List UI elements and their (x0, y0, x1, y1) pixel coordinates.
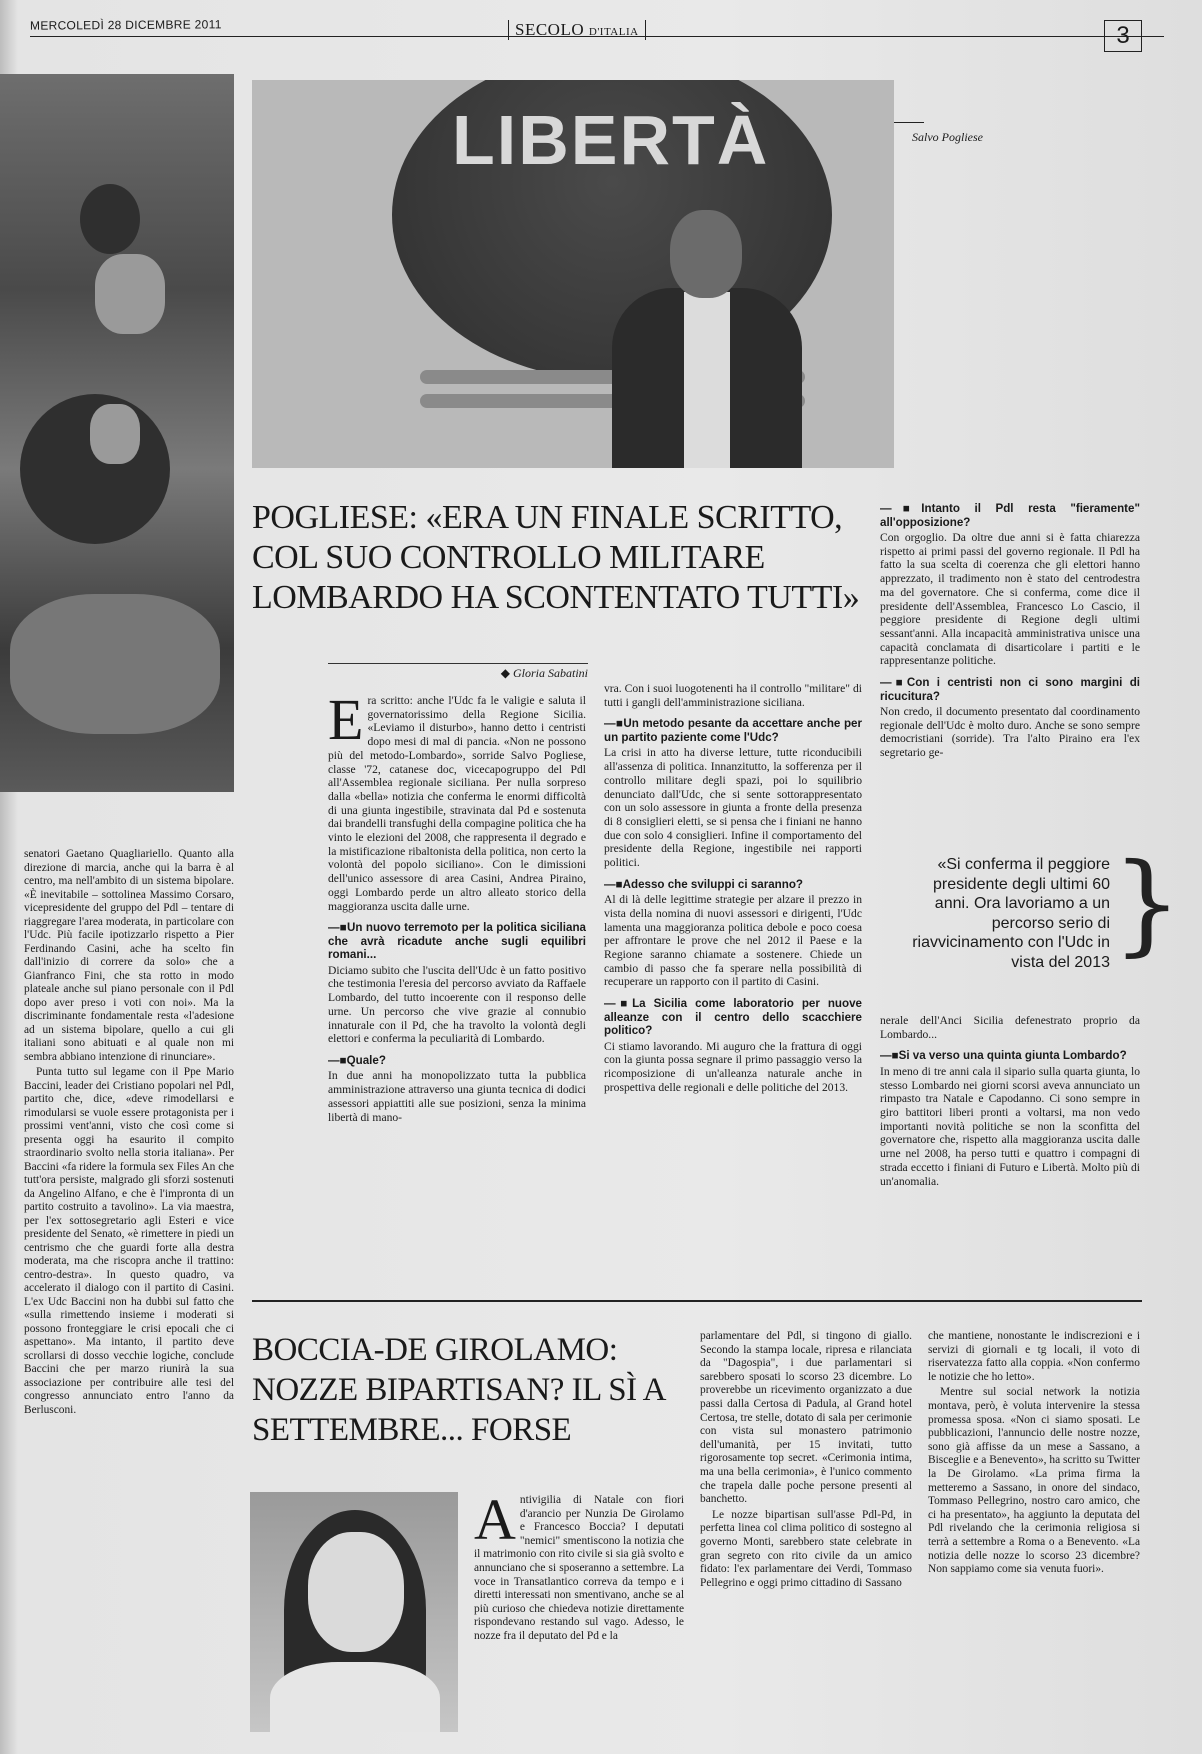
left-article-column (24, 848, 234, 1419)
interview-answer: La crisi in atto ha diverse letture, tutte riconducibili all'assenza di politica. Innanzitutto, la sofferenza per il controllo militare degli spazi, poi lo squilibrio denunciato dall'Udc, che si sente sottorappresentato con un solo assessore in giunta a fronte della presenza di 8 consiglieri eletti, se si pensa che i finiani ne hanno due con solo 4 consiglieri. Infine il comportamento del presidente della Regione, ingestibile nei rapporti politici. (604, 746, 862, 870)
issue-date: MERCOLEDÌ 28 DICEMBRE 2011 (29, 17, 222, 33)
article-column-3-cont (880, 1014, 1140, 1190)
article-column-1 (328, 687, 586, 1126)
section-divider (252, 1300, 1142, 1302)
pull-quote-brace: } (1112, 839, 1182, 967)
drop-cap: A (474, 1487, 516, 1552)
interview-question: —■ Un metodo pesante da accettare anche per un partito paziente come l'Udc? (604, 717, 862, 744)
speaker-figure (612, 210, 802, 468)
interview-question: —■ Si va verso una quinta giunta Lombardo? (880, 1049, 1140, 1063)
photo-table (10, 594, 220, 734)
article2-column-2 (700, 1330, 912, 1592)
interview-question: —■ Intanto il Pdl resta "fieramente" all'opposizione? (880, 502, 1140, 529)
interview-question: —■ Un nuovo terremoto per la politica siciliana che avrà ricadute anche sugli equilibri romani... (328, 921, 586, 962)
article-column-3 (880, 502, 1140, 762)
drop-cap: E (328, 687, 364, 752)
article-byline: ◆ Gloria Sabatini (328, 663, 588, 681)
interview-question: —■ Quale? (328, 1054, 586, 1068)
photo-caption: Salvo Pogliese (912, 130, 983, 144)
article-paragraph (328, 687, 586, 913)
speaker-shirt (684, 292, 730, 468)
article-paragraph (474, 1487, 684, 1644)
article-column-2 (604, 682, 862, 1096)
left-photo (0, 74, 234, 792)
article-paragraph: parlamentare del Pdl, si tingono di giallo. Secondo la stampa locale, ripresa e rilanciata da "Dagospia", i due parlamentari si sarebbero sposati lo scorso 23 dicembre. Lo proverebbe un ricevimento organizzato a due passi dalla Certosa di Padula, al Grand hotel Certosa, tre stelle, dotato di sala per cerimonie con vista sul monastero patrimonio dell'umanità, per 15 invitati, tutto rigorosamente top secret. «Cerimonia intima, ma una bella cerimonia», è l'unico commento che trapela dalle poche persone presenti al banchetto. (700, 1330, 912, 1506)
masthead-name: SECOLO (515, 20, 585, 39)
interview-question: —■ Adesso che sviluppi ci saranno? (604, 878, 862, 892)
pull-quote: «Si conferma il peggiore presidente degli ultimi 60 anni. Ora lavoriamo a un percorso serio di riavvicinamento con l'Udc in vista del 2013 (912, 856, 1110, 971)
article-paragraph: Le nozze bipartisan sull'asse Pdl-Pd, in perfetta linea col clima politico di sostegno al governo Monti, sarebbero state celebrate in gran segreto con rito civile da un amico fidato: l'ex parlamentare dei Verdi, Tommaso Pellegrino e oggi primo cittadino di Sassano (700, 1508, 912, 1589)
interview-answer: In due anni ha monopolizzato tutta la pubblica amministrazione attraverso una giunta tecnica di dodici assessori appiattiti alle sue posizioni, senza la minima libertà di mano- (328, 1069, 586, 1124)
paragraph-text: ra scritto: anche l'Udc fa le valigie e saluta il governatorissimo della Regione Sicilia. «Leviamo il disturbo», hanno detto i centristi dopo mesi di mal di pancia. «Non ne possono più del metodo-Lombardo», sorride Salvo Pogliese, classe '72, catanese doc, vicecapogruppo del Pdl all'Assemblea regionale siciliana. Per nulla sorpreso dalla «bella» notizia che conferma le enormi difficoltà di una giunta ingestibile, stravinata dal Pd e sostenuta dai brandelli transfughi della compagine politica che ha vinto le elezioni del 2008, che rappresenta il degrado e la mistificazione ribaltonista della politica, non certo la volontà del popolo siciliano». Con le dimissioni dell'unico assessore di area Casini, Andrea Piraino, oggi Lombardo perde un altro alleato storico della maggioranza uscita dalle urne. (328, 694, 586, 913)
masthead-suffix: D'ITALIA (588, 26, 639, 38)
interview-answer: Al di là delle legittime strategie per alzare il prezzo in vista della nomina di nuovi assessori e dirigenti, l'Udc lamenta una maggioranza politica debole e poco coesa per affrontare le prove che nel 2012 il Paese e la Regione saranno chiamate a sostenere. Chiede un cambio di passo che fa sperare nella possibilità di recuperare un rapporto con il partito di Casini. (604, 893, 862, 989)
article-paragraph: vra. Con i suoi luogotenenti ha il controllo "militare" di tutti i gangli dell'amministrazione siciliana. (604, 682, 862, 709)
photo-figure (95, 254, 165, 334)
banner-text: LIBERTÀ (452, 101, 770, 179)
paragraph-text: ntivigilia di Natale con fiori d'arancio per Nunzia De Girolamo e Francesco Boccia? I deputati "nemici" smentiscono la notizia che il matrimonio con rito civile si sia già svolto e annunciano che si sposeranno a settembre. La voce in Transatlantico correva da tempo e i diretti interessati non smentivano, anche se al più curioso che chiedeva notizie direttamente rispondevano restando sul vago. Adesso, le nozze fra il deputato del Pd e la (474, 1494, 684, 1642)
photo-figure (80, 184, 140, 254)
interview-question: —■ La Sicilia come laboratorio per nuove alleanze con il centro dello scacchiere politico? (604, 997, 862, 1038)
article-paragraph: Mentre sul social network la notizia montava, però, è voluta intervenire la stessa promessa sposa. «Non ci siamo sposati. Le pubblicazioni, l'annuncio delle nostre nozze, sono già affisse da un mese a Sassano, a Bisceglie e a Benevento», ha scritto su Twitter la De Girolamo. «La prima firma la metteremo a Sassano, in onore del sindaco, Tommaso Pellegrino, nostro caro amico, che ci ha presentato», ha aggiunto la deputata del Pdl rivelando che la cerimonia religiosa si terrà a settembre a Roma o a Benevento. «La notizia delle nozze lo scorso 23 dicembre? Non sappiamo come sia venuta fuori». (928, 1386, 1140, 1576)
article2-headline: BOCCIA-DE GIROLAMO: NOZZE BIPARTISAN? IL SÌ A SETTEMBRE... FORSE (252, 1332, 665, 1448)
masthead (508, 20, 646, 40)
portrait-body (270, 1662, 440, 1732)
interview-answer: Non credo, il documento presentato dal coordinamento regionale dell'Udc è molto duro. Anche se sono sempre democristiani (sorride). Tra l'alto Piraino era l'ex segretario ge- (880, 705, 1140, 760)
article-paragraph: senatori Gaetano Quagliariello. Quanto alla direzione di marcia, anche qui la barra è al centro, ma nell'ambito di un sistema bipolare. «È inevitabile – sottolinea Massimo Corsaro, vicepresidente del gruppo del Pdl – tentare di riaggregare l'area moderata, in particolare con l'Udc. Più facile ipotizzarlo rispetto a Pier Ferdinando Casini, ache ha scelto fin dall'inizio di correre da solo» che a Gianfranco Fini, che sta rotto in modo plateale anche sul piano personale con il Pdl dopo aver preso i voti con noi». Ma la discriminante fondamentale resta «l'adesione ad un sistema bipolare, quello a cui gli italiani sono abituati e al quale non mi sembra abbiano intenzione di rinunciare». (24, 848, 234, 1063)
byline-author: Gloria Sabatini (512, 666, 588, 680)
interview-question: —■ Con i centristi non ci sono margini di ricucitura? (880, 676, 1140, 703)
interview-answer: nerale dell'Anci Sicilia defenestrato proprio da Lombardo... (880, 1014, 1140, 1041)
article2-column-1 (474, 1487, 684, 1646)
interview-answer: Diciamo subito che l'uscita dell'Udc è un fatto positivo che testimonia l'eresia del percorso avviato da Raffaele Lombardo, del tutto incoerente con il responso delle urne. Un percorso che vive grazie al connubio innaturale con il Pd, che ha travolto la volontà degli elettori e conferma la peculiarità di Lombardo. (328, 963, 586, 1046)
speaker-head (670, 210, 742, 298)
interview-answer: Ci stiamo lavorando. Mi auguro che la frattura di oggi con la giunta possa segnare il primo passaggio verso la ricomposizione di un'alleanza naturale anche in prospettiva delle regionali e delle politiche del 2013. (604, 1039, 862, 1094)
article-paragraph: che mantiene, nonostante le indiscrezioni e i servizi di giornali e tg locali, il voto di riservatezza fatto alla coppia. «Non confermo le notizie che ho letto». (928, 1330, 1140, 1383)
photo-figure (90, 404, 140, 464)
interview-answer: In meno di tre anni cala il sipario sulla quarta giunta, lo stesso Lombardo nei giorni scorsi aveva annunciato un rimpasto tra Natale e Capodanno. Ci sono sempre in giro battitori liberi pronti a voltarsi, ma non vedo importanti novità politiche se non la sconfitta del governatore che, rispetto alla maggioranza uscita dalle urne nel 2008, ha perso tutti e quattro i compagni di strada eccetto i finiani di Futuro e Libertà. Molto più di un'anomalia. (880, 1064, 1140, 1188)
interview-answer: Con orgoglio. Da oltre due anni si è fatta chiarezza rispetto ai primi passi del governo regionale. Il Pdl ha fatto la sua scelta di coerenza che gli elettori hanno apprezzato, il tradimento non è stato del centrodestra ma del governatore. Che si conferma, come dice il presidente dell'Assemblea, Francesco Lo Cascio, il peggiore presidente di Regione degli ultimi sessant'anni. Alla incapacità amministrativa unisce una capacità conclamata di disarticolare i partiti e le rappresentanze politiche. (880, 531, 1140, 668)
page-number: 3 (1104, 20, 1142, 52)
portrait-face (308, 1532, 404, 1652)
article-paragraph: Punta tutto sul legame con il Ppe Mario Baccini, leader dei Cristiano popolari nel Pdl, partito che, dice, «deve rimodellarsi e rimodularsi se vuole essere protagonista per i prossimi vent'anni, visto che così come si presenta oggi ha esaurito il compito straordinario svolto nella storia italiana». Per Baccini «fa ridere la formula sex Files An che tutt'ora persiste, malgrado gli sforzi sostenuti da Angelino Alfano, e che è l'impronta di un partito costruito a tavolino». La via maestra, per l'ex sottosegretario agli Esteri e vice presidente del Senato, «è rimettere in piedi un centrismo che che guardi forte alla destra moderata, ma che riscopra anche il trattino: centro-destra». In questo quadro, va accelerato il dialogo con il partito di Casini. L'ex Udc Baccini non ha dubbi sul fatto che «sulla rimettendo insieme i moderati si possono fronteggiare le crisi epocali che ci aspettano». Ma intanto, il partito deve scrollarsi di dosso vecchie logiche, conclude Baccini che per marzo riunirà la sua associazione per contribuire alle tesi del congresso annunciato entro l'anno da Berlusconi. (24, 1066, 234, 1416)
portrait-photo (250, 1492, 458, 1732)
article-headline: POGLIESE: «ERA UN FINALE SCRITTO, COL SUO CONTROLLO MILITARE LOMBARDO HA SCONTENTATO TUTTI» (252, 499, 860, 616)
caption-rule (894, 122, 924, 123)
article2-column-3 (928, 1330, 1140, 1579)
main-photo (252, 80, 894, 468)
